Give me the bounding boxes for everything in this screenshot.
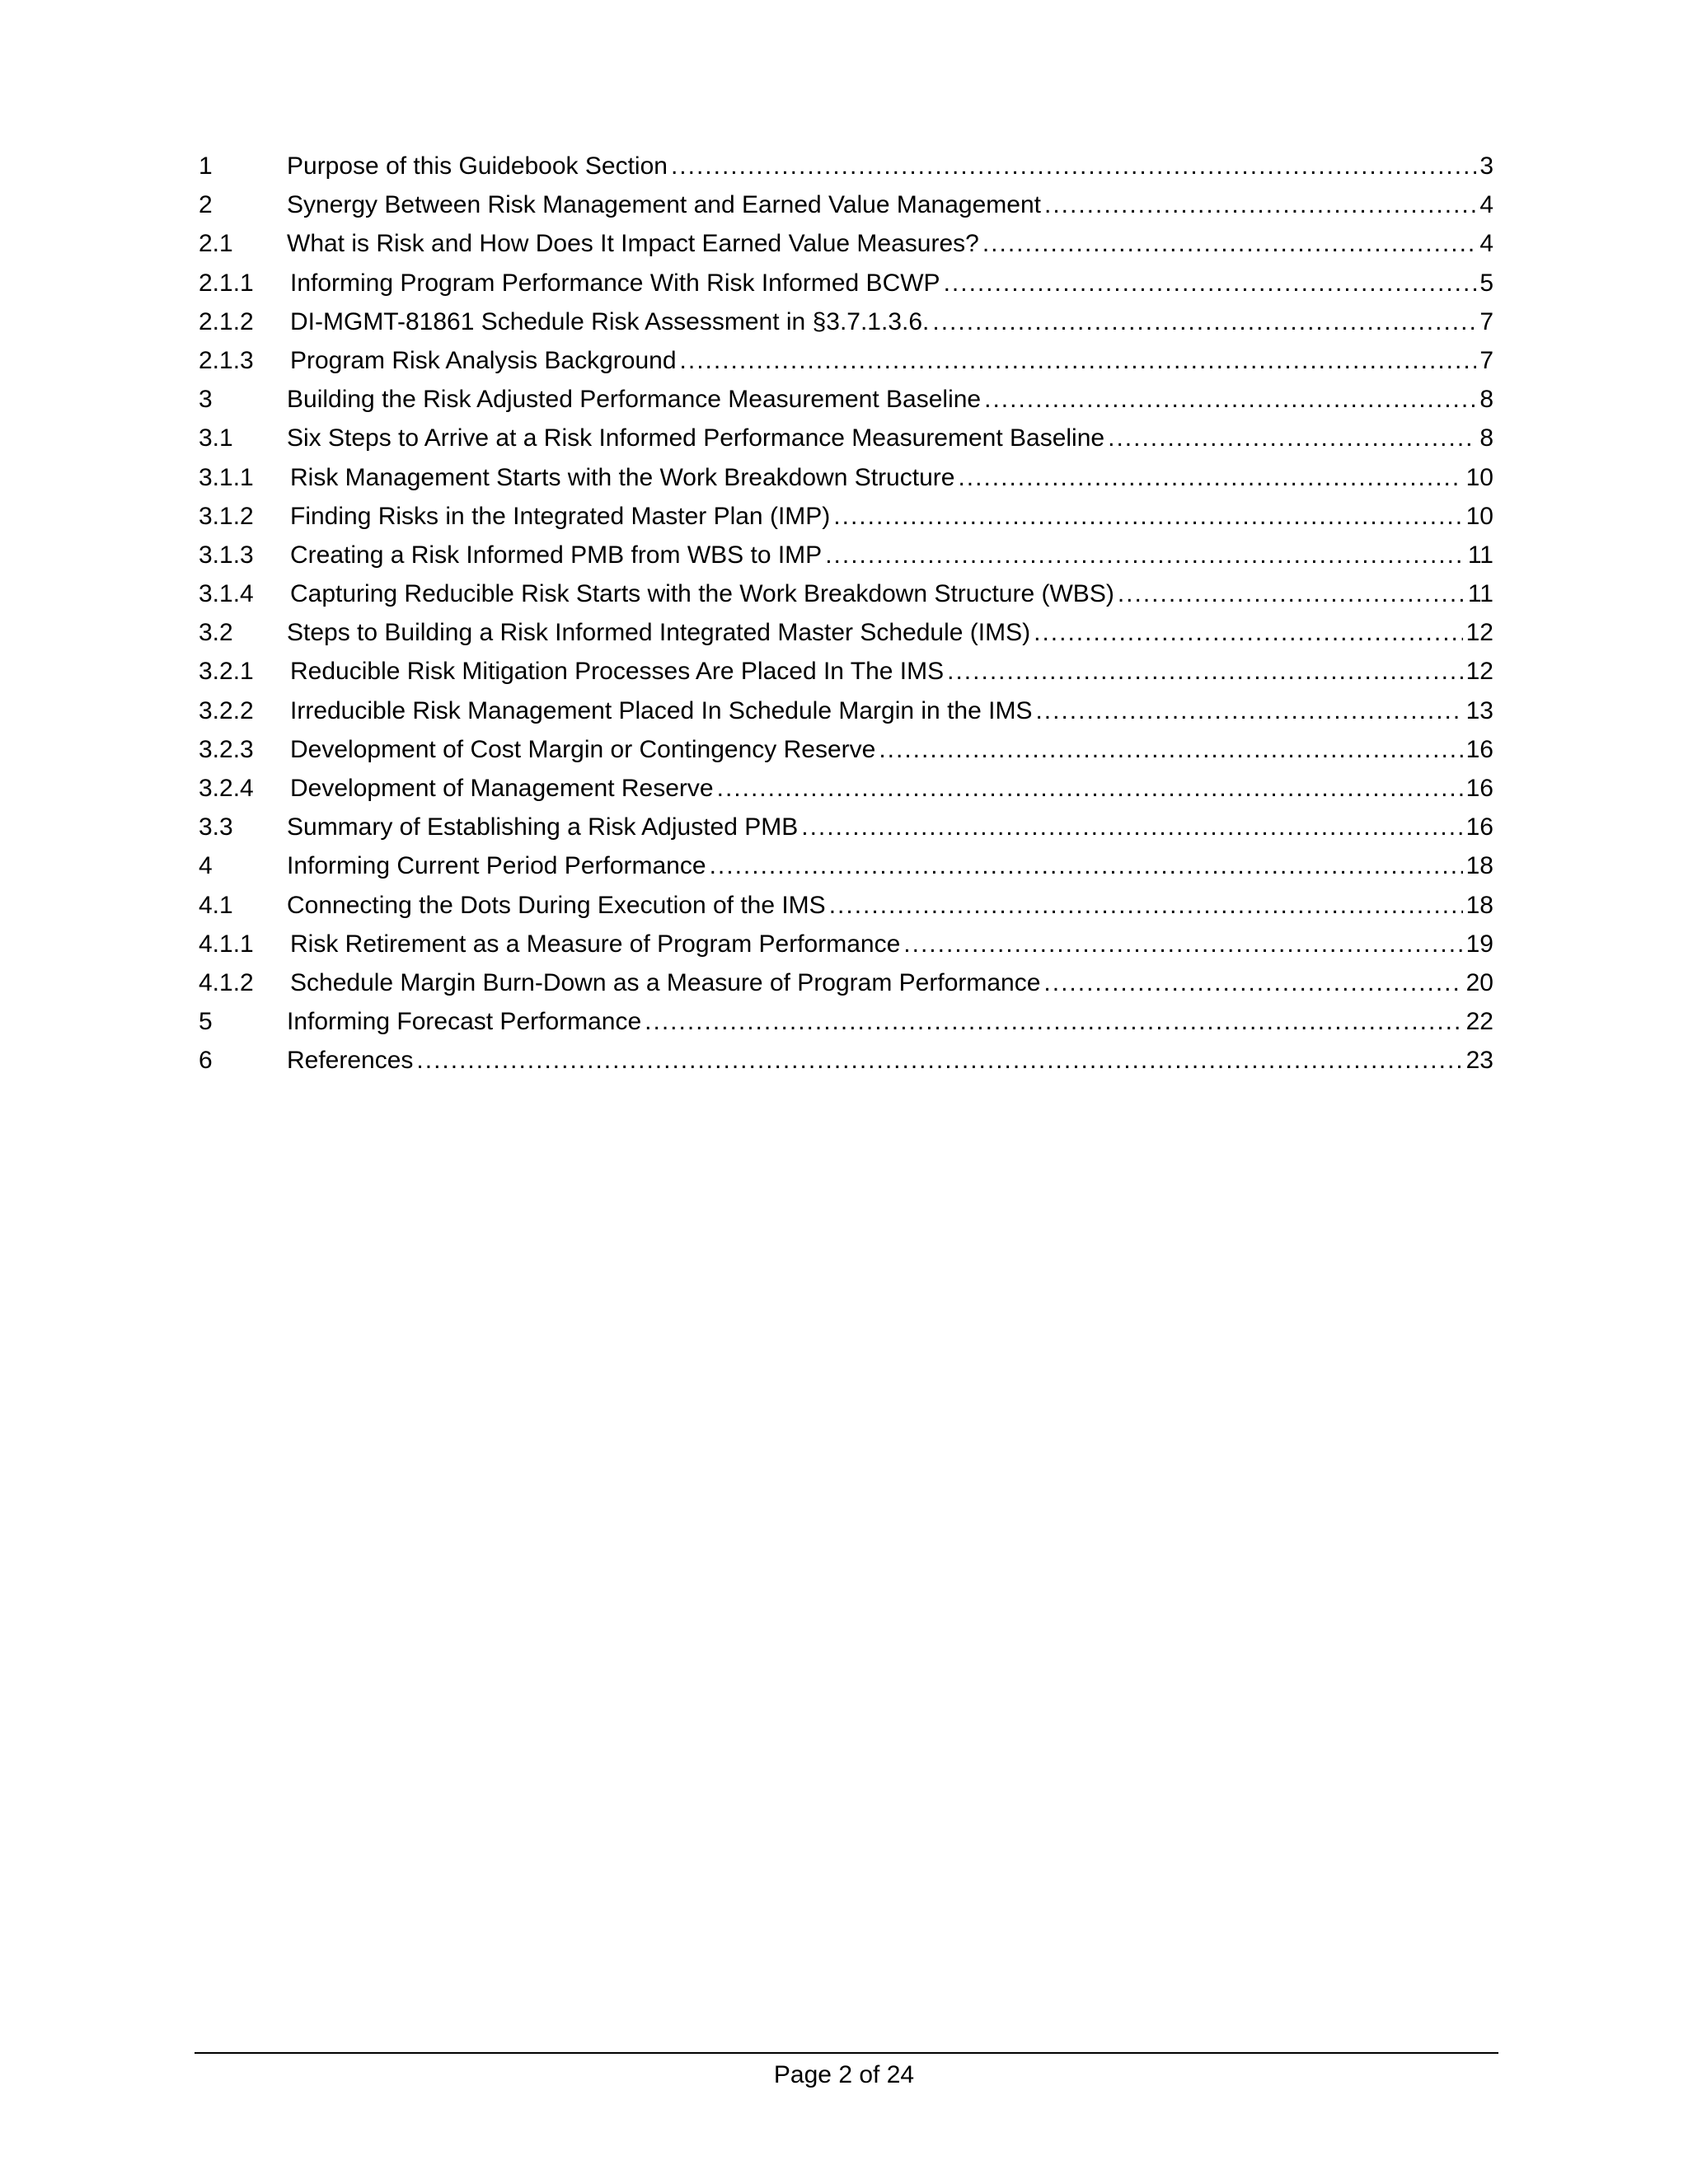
toc-entry-page[interactable]: 10: [1465, 463, 1493, 491]
toc-dot-leader: [879, 730, 1462, 769]
toc-entry[interactable]: [199, 963, 1493, 1002]
toc-entry[interactable]: [199, 808, 1493, 846]
toc-dot-leader: [903, 925, 1462, 963]
toc-entry-number: 6: [199, 1047, 213, 1075]
toc-dot-leader: [958, 458, 1462, 497]
toc-entry[interactable]: [199, 1041, 1493, 1080]
toc-entry[interactable]: [199, 147, 1493, 185]
toc-entry-page[interactable]: 7: [1479, 346, 1493, 374]
toc-entry-page[interactable]: 4: [1479, 191, 1493, 219]
toc-entry[interactable]: [199, 925, 1493, 963]
toc-entry-page[interactable]: 19: [1465, 930, 1493, 958]
toc-entry-title[interactable]: Creating a Risk Informed PMB from WBS to IMP: [290, 541, 823, 569]
toc-entry-page[interactable]: 3: [1479, 152, 1493, 180]
toc-entry-title[interactable]: Risk Management Starts with the Work Breakdown Structure: [290, 463, 955, 491]
toc-entry-page[interactable]: 18: [1465, 852, 1493, 880]
toc-entry-number: 2.1.1: [199, 269, 254, 297]
footer-divider: [195, 2052, 1498, 2054]
toc-entry-page[interactable]: 12: [1465, 619, 1493, 647]
table-of-contents: [199, 147, 1493, 1080]
toc-entry[interactable]: [199, 341, 1493, 380]
toc-dot-leader: [1043, 963, 1462, 1002]
toc-entry-title[interactable]: Development of Management Reserve: [290, 775, 714, 802]
toc-entry-number: 3.1: [199, 424, 233, 452]
toc-dot-leader: [932, 302, 1476, 341]
toc-entry-number: 3.1.2: [199, 502, 254, 530]
toc-entry-page[interactable]: 7: [1479, 307, 1493, 335]
toc-entry-number: 3.1.1: [199, 463, 254, 491]
toc-entry[interactable]: [199, 419, 1493, 457]
toc-entry-page[interactable]: 18: [1465, 891, 1493, 919]
toc-entry-number: 2.1.3: [199, 346, 254, 374]
toc-entry[interactable]: [199, 380, 1493, 419]
toc-entry-page[interactable]: 11: [1467, 541, 1493, 569]
toc-entry[interactable]: [199, 846, 1493, 885]
toc-entry[interactable]: [199, 691, 1493, 730]
toc-entry-page[interactable]: 8: [1479, 386, 1493, 414]
toc-entry-title[interactable]: Building the Risk Adjusted Performance Measurement Baseline: [287, 386, 982, 414]
toc-entry-title[interactable]: Development of Cost Margin or Contingency Reserve: [290, 735, 876, 763]
toc-entry[interactable]: [199, 185, 1493, 224]
toc-entry-number: 3.2.4: [199, 775, 254, 802]
toc-entry-page[interactable]: 20: [1465, 968, 1493, 996]
toc-entry-title[interactable]: References: [287, 1047, 414, 1075]
toc-entry-title[interactable]: Finding Risks in the Integrated Master Plan (IMP): [290, 502, 831, 530]
toc-entry-title[interactable]: Synergy Between Risk Management and Earned Value Management: [287, 191, 1041, 219]
toc-entry-number: 2.1.2: [199, 307, 254, 335]
toc-entry-page[interactable]: 16: [1465, 813, 1493, 841]
toc-dot-leader: [833, 497, 1462, 536]
toc-entry[interactable]: [199, 730, 1493, 769]
toc-entry[interactable]: [199, 224, 1493, 263]
toc-dot-leader: [984, 380, 1476, 419]
toc-dot-leader: [1035, 691, 1462, 730]
toc-dot-leader: [1108, 419, 1476, 457]
page-number-footer: Page 2 of 24: [773, 2061, 915, 2088]
toc-entry-number: 4.1.1: [199, 930, 254, 958]
toc-entry[interactable]: [199, 574, 1493, 613]
toc-entry[interactable]: [199, 497, 1493, 536]
toc-dot-leader: [710, 846, 1463, 885]
toc-entry-number: 3.2.3: [199, 735, 254, 763]
toc-entry-title[interactable]: Connecting the Dots During Execution of the IMS: [287, 891, 826, 919]
toc-entry-page[interactable]: 16: [1465, 775, 1493, 802]
toc-entry-page[interactable]: 22: [1465, 1008, 1493, 1036]
toc-entry-title[interactable]: Steps to Building a Risk Informed Integrated Master Schedule (IMS): [287, 619, 1031, 647]
toc-entry-number: 3.1.4: [199, 580, 254, 608]
toc-entry-title[interactable]: Six Steps to Arrive at a Risk Informed Performance Measurement Baseline: [287, 424, 1105, 452]
toc-entry-number: 3.2: [199, 619, 233, 647]
toc-dot-leader: [829, 886, 1463, 925]
toc-entry-number: 2.1: [199, 230, 233, 258]
toc-dot-leader: [645, 1002, 1462, 1041]
toc-entry-number: 3.1.3: [199, 541, 254, 569]
toc-entry-title[interactable]: DI-MGMT-81861 Schedule Risk Assessment in §3.7.1.3.6.: [290, 307, 930, 335]
toc-entry-title[interactable]: Informing Forecast Performance: [287, 1008, 642, 1036]
toc-dot-leader: [717, 769, 1463, 808]
toc-entry[interactable]: [199, 264, 1493, 302]
toc-entry-number: 3.2.1: [199, 658, 254, 686]
toc-entry-page[interactable]: 13: [1465, 696, 1493, 724]
toc-entry-title[interactable]: Informing Current Period Performance: [287, 852, 706, 880]
toc-entry-page[interactable]: 16: [1465, 735, 1493, 763]
toc-entry-title[interactable]: What is Risk and How Does It Impact Earned Value Measures?: [287, 230, 979, 258]
toc-entry[interactable]: [199, 458, 1493, 497]
toc-entry[interactable]: [199, 1002, 1493, 1041]
toc-entry-title[interactable]: Irreducible Risk Management Placed In Schedule Margin in the IMS: [290, 696, 1033, 724]
toc-entry-page[interactable]: 5: [1479, 269, 1493, 297]
toc-entry-page[interactable]: 10: [1465, 502, 1493, 530]
toc-dot-leader: [825, 536, 1465, 574]
toc-entry-title[interactable]: Purpose of this Guidebook Section: [287, 152, 668, 180]
toc-entry-number: 3.2.2: [199, 696, 254, 724]
toc-entry-page[interactable]: 4: [1479, 230, 1493, 258]
toc-entry[interactable]: [199, 536, 1493, 574]
toc-entry-number: 3: [199, 386, 213, 414]
toc-dot-leader: [671, 147, 1476, 185]
toc-entry-title[interactable]: Schedule Margin Burn-Down as a Measure of Program Performance: [290, 968, 1041, 996]
toc-entry-page[interactable]: 12: [1465, 658, 1493, 686]
toc-dot-leader: [680, 341, 1477, 380]
toc-entry-page[interactable]: 11: [1467, 580, 1493, 608]
toc-entry[interactable]: [199, 652, 1493, 691]
toc-entry-number: 4.1: [199, 891, 233, 919]
toc-entry-title[interactable]: Risk Retirement as a Measure of Program Performance: [290, 930, 901, 958]
toc-entry[interactable]: [199, 613, 1493, 652]
toc-entry-number: 1: [199, 152, 213, 180]
toc-entry-number: 4.1.2: [199, 968, 254, 996]
toc-entry-number: 3.3: [199, 813, 233, 841]
toc-entry-page[interactable]: 23: [1465, 1047, 1493, 1075]
toc-entry-number: 2: [199, 191, 213, 219]
toc-entry-title[interactable]: Reducible Risk Mitigation Processes Are Placed In The IMS: [290, 658, 945, 686]
toc-dot-leader: [947, 652, 1462, 691]
toc-dot-leader: [416, 1041, 1462, 1080]
toc-entry[interactable]: [199, 302, 1493, 341]
toc-entry-page[interactable]: 8: [1479, 424, 1493, 452]
toc-entry[interactable]: [199, 769, 1493, 808]
toc-entry-number: 5: [199, 1008, 213, 1036]
toc-dot-leader: [1118, 574, 1465, 613]
toc-entry-title[interactable]: Capturing Reducible Risk Starts with the Work Breakdown Structure (WBS): [290, 580, 1114, 608]
toc-dot-leader: [1044, 185, 1476, 224]
toc-dot-leader: [982, 224, 1477, 263]
toc-dot-leader: [1034, 613, 1463, 652]
toc-entry-title[interactable]: Informing Program Performance With Risk Informed BCWP: [290, 269, 940, 297]
toc-dot-leader: [801, 808, 1462, 846]
toc-entry-title[interactable]: Summary of Establishing a Risk Adjusted PMB: [287, 813, 799, 841]
toc-entry[interactable]: [199, 886, 1493, 925]
toc-entry-number: 4: [199, 852, 213, 880]
toc-dot-leader: [944, 264, 1477, 302]
toc-entry-title[interactable]: Program Risk Analysis Background: [290, 346, 677, 374]
